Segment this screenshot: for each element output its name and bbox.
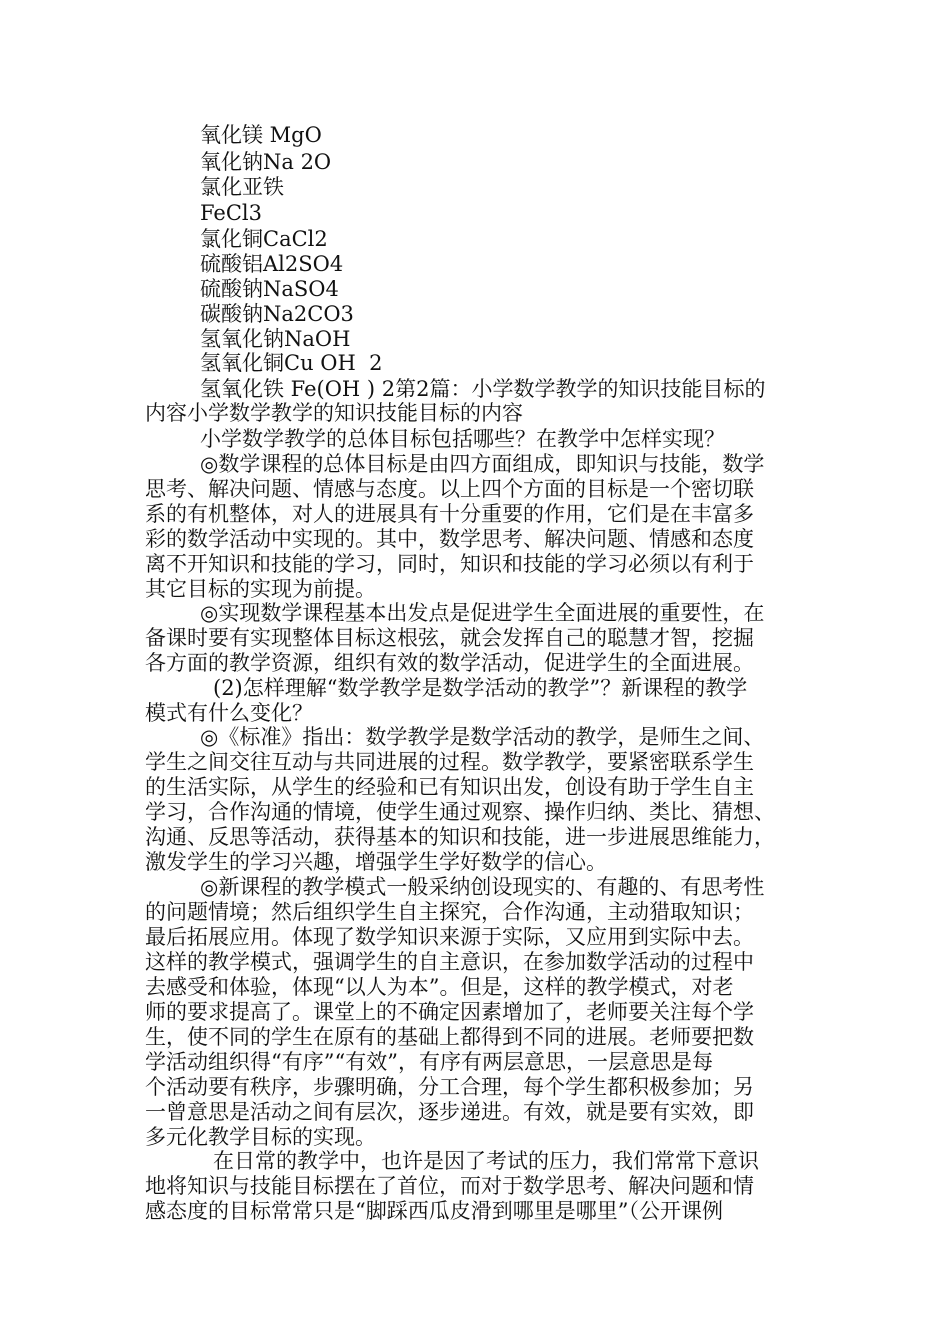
text-line: 其它目标的实现为前提。: [145, 577, 376, 601]
text-line: ◎数学课程的总体目标是由四方面组成，即知识与技能，数学: [200, 452, 765, 476]
text-line: 学生之间交往互动与共同进展的过程。数学教学，要紧密联系学生: [145, 750, 754, 774]
text-line: 各方面的教学资源，组织有效的数学活动，促进学生的全面进展。: [145, 651, 754, 675]
text-line: 去感受和体验，体现“以人为本”。但是，这样的教学模式，对老: [145, 975, 734, 999]
text-line: 氧化镁 MgO: [200, 123, 322, 147]
text-line: 感态度的目标常常只是“脚踩西瓜皮滑到哪里是哪里”（公开课例: [145, 1199, 723, 1223]
text-line: 氯化铜CaCl2: [200, 227, 328, 251]
text-line: 离不开知识和技能的学习，同时，知识和技能的学习必须以有利于: [145, 552, 754, 576]
text-line: 氯化亚铁: [200, 175, 284, 199]
text-line: 个活动要有秩序，步骤明确，分工合理，每个学生都积极参加；另: [145, 1075, 754, 1099]
text-line: 思考、解决问题、情感与态度。以上四个方面的目标是一个密切联: [145, 477, 754, 501]
text-line: 一曾意思是活动之间有层次，逐步递进。有效，就是要有实效，即: [145, 1100, 754, 1124]
text-line: FeCl3: [200, 201, 262, 225]
text-line: 的生活实际，从学生的经验和已有知识出发，创设有助于学生自主: [145, 775, 754, 799]
text-line: 备课时要有实现整体目标这根弦，就会发挥自己的聪慧才智，挖掘: [145, 626, 754, 650]
text-line: 氢氧化铁 Fe(OH ) 2第2篇：小学数学教学的知识技能目标的: [200, 377, 766, 401]
text-line: 氢氧化钠NaOH: [200, 327, 351, 351]
text-line: 内容小学数学教学的知识技能目标的内容: [145, 401, 523, 425]
text-line: 学习，合作沟通的情境，使学生通过观察、操作归纳、类比、猜想、: [145, 800, 775, 824]
text-line: 碳酸钠Na2CO3: [200, 302, 354, 326]
text-line: 的问题情境；然后组织学生自主探究，合作沟通，主动猎取知识；: [145, 900, 754, 924]
text-line: ◎实现数学课程基本出发点是促进学生全面进展的重要性，在: [200, 601, 765, 625]
text-line: 激发学生的学习兴趣，增强学生学好数学的信心。: [145, 850, 607, 874]
text-line: 小学数学教学的总体目标包括哪些？在教学中怎样实现？: [200, 427, 725, 451]
text-line: 硫酸钠NaSO4: [200, 277, 339, 301]
text-line: 最后拓展应用。体现了数学知识来源于实际，又应用到实际中去。: [145, 925, 754, 949]
text-line: 地将知识与技能目标摆在了首位，而对于数学思考、解决问题和情: [145, 1174, 754, 1198]
text-line: 模式有什么变化？: [145, 701, 313, 725]
text-line: 系的有机整体，对人的进展具有十分重要的作用，它们是在丰富多: [145, 502, 754, 526]
text-line: ◎新课程的教学模式一般采纳创设现实的、有趣的、有思考性: [200, 875, 765, 899]
text-line: 生，使不同的学生在原有的基础上都得到不同的进展。老师要把数: [145, 1025, 754, 1049]
text-line: 师的要求提高了。课堂上的不确定因素增加了，老师要关注每个学: [145, 1000, 754, 1024]
text-line: 这样的教学模式，强调学生的自主意识，在参加数学活动的过程中: [145, 950, 754, 974]
text-line: 多元化教学目标的实现。: [145, 1125, 376, 1149]
text-line: 在日常的教学中，也许是因了考试的压力，我们常常下意识: [213, 1149, 759, 1173]
text-line: 氧化钠Na 2O: [200, 150, 332, 174]
text-line: 沟通、反思等活动，获得基本的知识和技能，进一步进展思维能力，: [145, 825, 775, 849]
text-line: 彩的数学活动中实现的。其中，数学思考、解决问题、情感和态度: [145, 527, 754, 551]
text-line: (2)怎样理解“数学教学是数学活动的教学”？新课程的教学: [213, 676, 748, 700]
text-line: 硫酸铝Al2SO4: [200, 252, 344, 276]
text-line: ◎《标准》指出：数学教学是数学活动的教学，是师生之间、: [200, 725, 765, 749]
text-line: 氢氧化铜Cu OH 2: [200, 351, 383, 375]
text-line: 学活动组织得“有序”“有效”，有序有两层意思，一层意思是每: [145, 1050, 713, 1074]
